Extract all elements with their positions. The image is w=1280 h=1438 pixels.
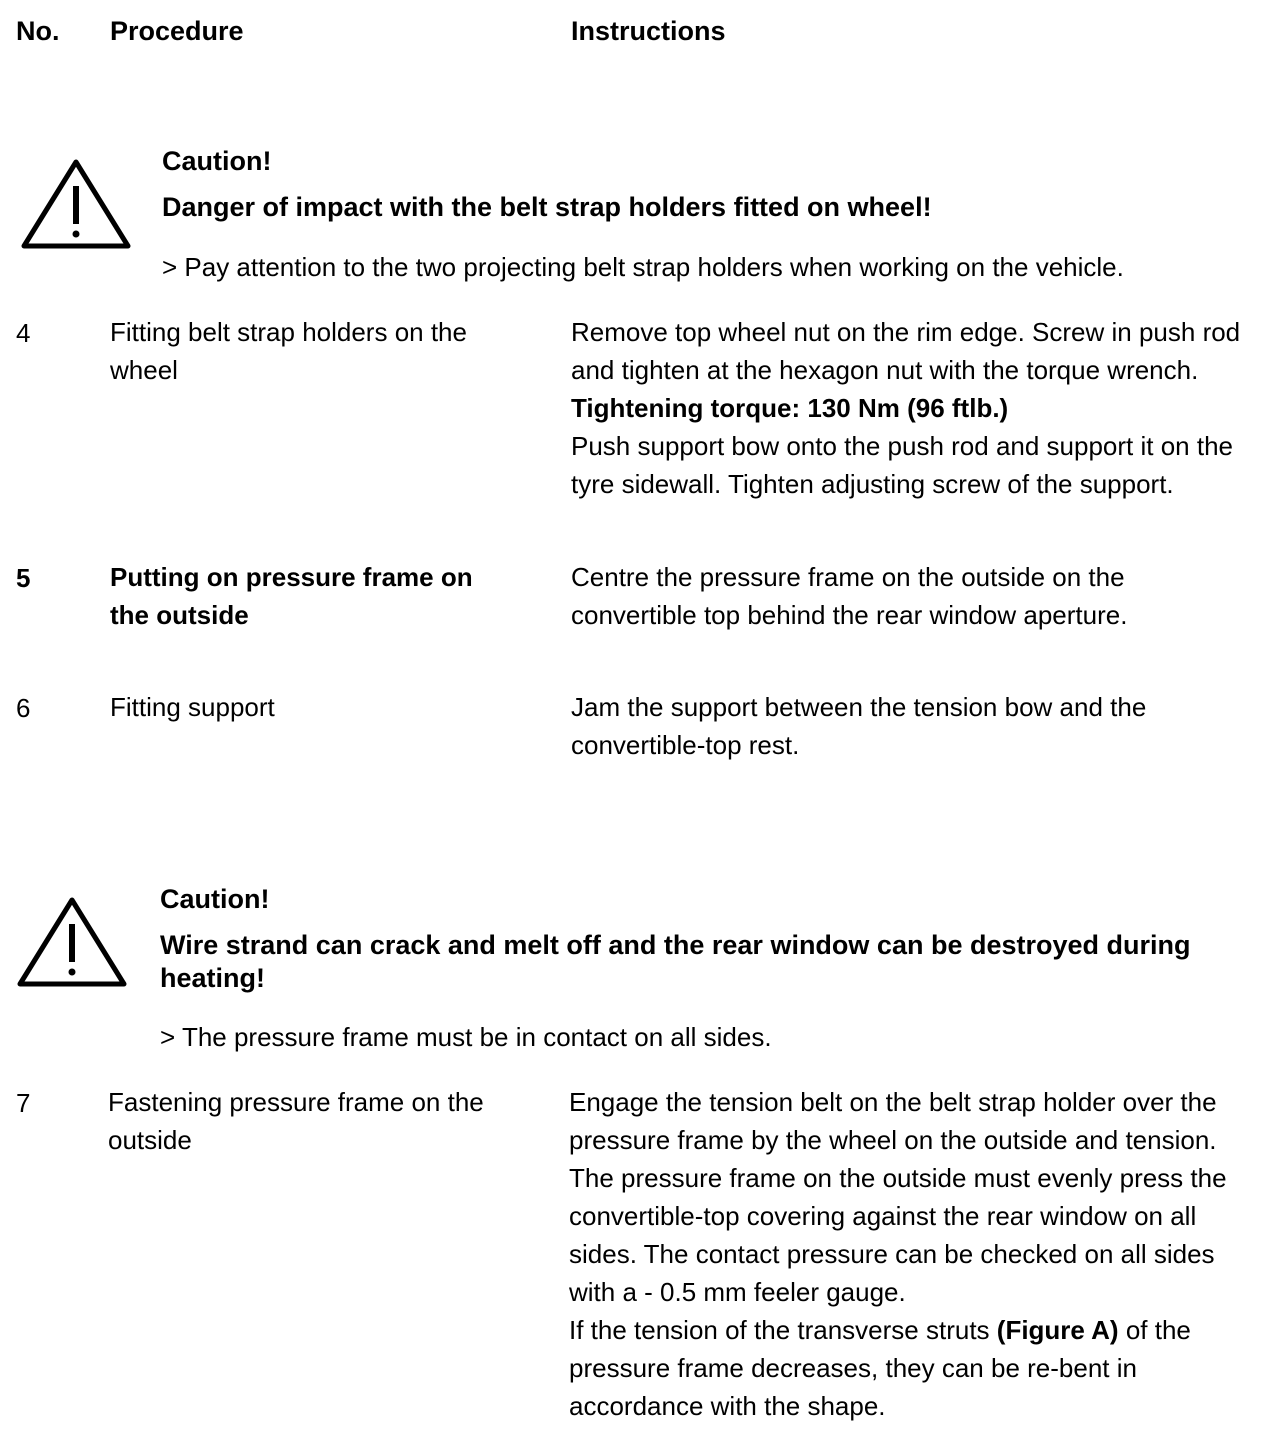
header-instructions: Instructions [571, 16, 726, 46]
instruction-line: sides. The contact pressure can be checked on all sides [569, 1239, 1215, 1269]
procedure-line: the outside [110, 600, 249, 630]
caution-message: Danger of impact with the belt strap holders fitted on wheel! [162, 192, 932, 222]
tightening-torque: Tightening torque: 130 Nm (96 ftlb.) [571, 393, 1009, 423]
step-instructions [571, 688, 1146, 764]
procedure-line: wheel [110, 355, 178, 385]
figure-line-before: If the tension of the transverse struts [569, 1315, 997, 1345]
step-procedure [110, 688, 275, 726]
instruction-line: tyre sidewall. Tighten adjusting screw of the support. [571, 469, 1174, 499]
instruction-line: pressure frame by the wheel on the outside and tension. [569, 1125, 1217, 1155]
caution-message [160, 929, 1190, 995]
caution-note: > Pay attention to the two projecting belt strap holders when working on the vehicle. [162, 252, 1124, 282]
step-number: 5 [16, 563, 31, 593]
instruction-line: pressure frame decreases, they can be re-bent in [569, 1353, 1137, 1383]
procedure-line: Putting on pressure frame on [110, 562, 473, 592]
procedure-line: Fastening pressure frame on the [108, 1087, 484, 1117]
instruction-line: accordance with the shape. [569, 1391, 886, 1421]
caution-message-line: heating! [160, 963, 265, 993]
procedure-line: Fitting belt strap holders on the [110, 317, 467, 347]
step-procedure [110, 313, 467, 389]
instruction-line: convertible-top covering against the rear window on all [569, 1201, 1197, 1231]
warning-triangle-icon [18, 156, 134, 252]
figure-reference: (Figure A) [996, 1315, 1119, 1345]
caution-title: Caution! [162, 146, 272, 176]
instruction-line: and tighten at the hexagon nut with the torque wrench. [571, 355, 1199, 385]
instruction-line: The pressure frame on the outside must evenly press the [569, 1163, 1227, 1193]
header-no: No. [16, 16, 60, 46]
instruction-line: convertible-top rest. [571, 730, 800, 760]
step-number: 4 [16, 318, 31, 348]
instruction-line: with a - 0.5 mm feeler gauge. [569, 1277, 906, 1307]
instruction-line: convertible top behind the rear window aperture. [571, 600, 1128, 630]
instruction-line: Centre the pressure frame on the outside on the [571, 562, 1125, 592]
step-instructions [571, 558, 1127, 634]
step-instructions [571, 313, 1240, 503]
instruction-line: Remove top wheel nut on the rim edge. Screw in push rod [571, 317, 1241, 347]
instruction-line-figure [569, 1311, 1227, 1349]
instruction-line: Push support bow onto the push rod and support it on the [571, 431, 1234, 461]
caution-note: > The pressure frame must be in contact on all sides. [160, 1022, 772, 1052]
warning-triangle-icon [14, 894, 130, 990]
caution-message-line: Wire strand can crack and melt off and the rear window can be destroyed during [160, 930, 1191, 960]
step-procedure [108, 1083, 484, 1159]
instruction-line: Jam the support between the tension bow and the [571, 692, 1147, 722]
step-instructions [569, 1083, 1227, 1425]
step-number: 6 [16, 693, 31, 723]
procedure-line: outside [108, 1125, 192, 1155]
header-procedure: Procedure [110, 16, 244, 46]
caution-title: Caution! [160, 884, 270, 914]
figure-line-after: of the [1118, 1315, 1191, 1345]
procedure-line: Fitting support [110, 692, 275, 722]
instruction-line: Engage the tension belt on the belt strap holder over the [569, 1087, 1217, 1117]
step-procedure [110, 558, 473, 634]
step-number: 7 [16, 1088, 31, 1118]
